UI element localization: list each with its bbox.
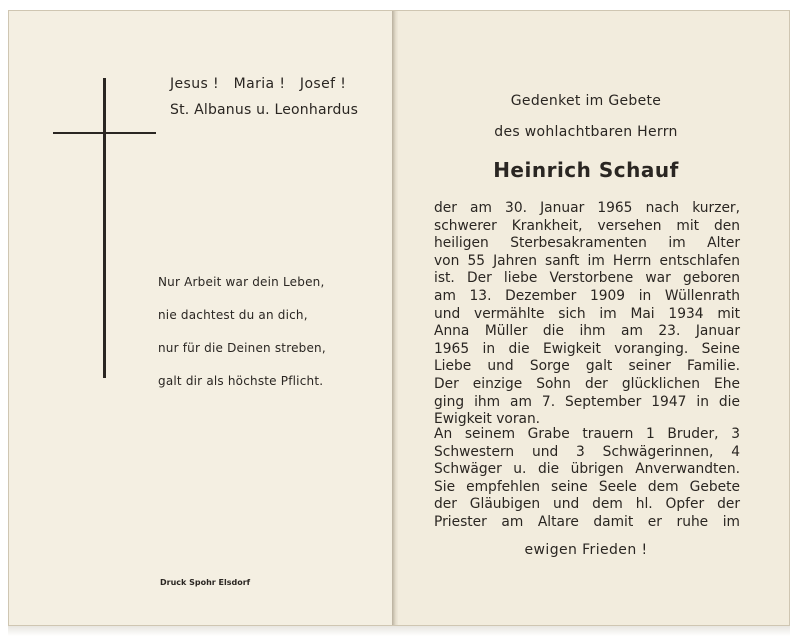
header-line-2: des wohlachtbaren Herrn bbox=[494, 124, 678, 140]
text-line: Priester am Altare damit er ruhe im bbox=[434, 513, 740, 530]
closing-line: ewigen Frieden ! bbox=[524, 542, 648, 558]
printer-imprint: Druck Spohr Elsdorf bbox=[160, 578, 251, 587]
text-line: der am 30. Januar 1965 nach kurzer, bbox=[434, 200, 740, 216]
mourners-paragraph bbox=[434, 426, 740, 532]
cross-icon-vertical bbox=[103, 78, 106, 378]
text-line: 1965 in die Ewigkeit voranging. Seine bbox=[434, 340, 740, 357]
text-line: ist. Der liebe Verstorbene war geboren bbox=[434, 270, 740, 287]
text-line: und vermählte sich im Mai 1934 mit bbox=[434, 305, 740, 322]
text-line: Ewigkeit voran. bbox=[434, 411, 541, 428]
poem-line: galt dir als höchste Pflicht. bbox=[158, 374, 324, 388]
poem-line: nie dachtest du an dich, bbox=[158, 308, 308, 322]
text-line: von 55 Jahren sanft im Herrn entschlafen bbox=[434, 252, 740, 269]
poem-line: Nur Arbeit war dein Leben, bbox=[158, 275, 325, 289]
text-line: schwerer Krankheit, versehen mit den bbox=[434, 217, 740, 234]
text-line: An seinem Grabe trauern 1 Bruder, 3 bbox=[434, 426, 740, 442]
card-shadow bbox=[8, 626, 790, 636]
text-line: heiligen Sterbesakramenten im Alter bbox=[434, 235, 740, 252]
text-line: Anna Müller die ihm am 23. Januar bbox=[434, 323, 740, 340]
text-line: am 13. Dezember 1909 in Wüllenrath bbox=[434, 287, 740, 304]
cross-icon-horizontal bbox=[53, 132, 156, 134]
header-line-1: Gedenket im Gebete bbox=[510, 93, 662, 109]
text-line: der Gläubigen und dem hl. Opfer der bbox=[434, 496, 740, 513]
text-line: Schwestern und 3 Schwägerinnen, 4 bbox=[434, 443, 740, 460]
saints-line: St. Albanus u. Leonhardus bbox=[170, 102, 359, 118]
text-line: Schwäger u. die übrigen Anverwandten. bbox=[434, 461, 740, 478]
biography-paragraph bbox=[434, 200, 740, 429]
poem-line: nur für die Deinen streben, bbox=[158, 341, 326, 355]
text-line: Der einzige Sohn der glücklichen Ehe bbox=[434, 375, 740, 392]
deceased-name: Heinrich Schauf bbox=[493, 158, 679, 182]
text-line: Liebe und Sorge galt seiner Familie. bbox=[434, 358, 740, 375]
text-line: ging ihm am 7. September 1947 in die bbox=[434, 393, 740, 410]
invocation: Jesus ! Maria ! Josef ! bbox=[170, 76, 347, 92]
text-line: Sie empfehlen seine Seele dem Gebete bbox=[434, 478, 740, 495]
